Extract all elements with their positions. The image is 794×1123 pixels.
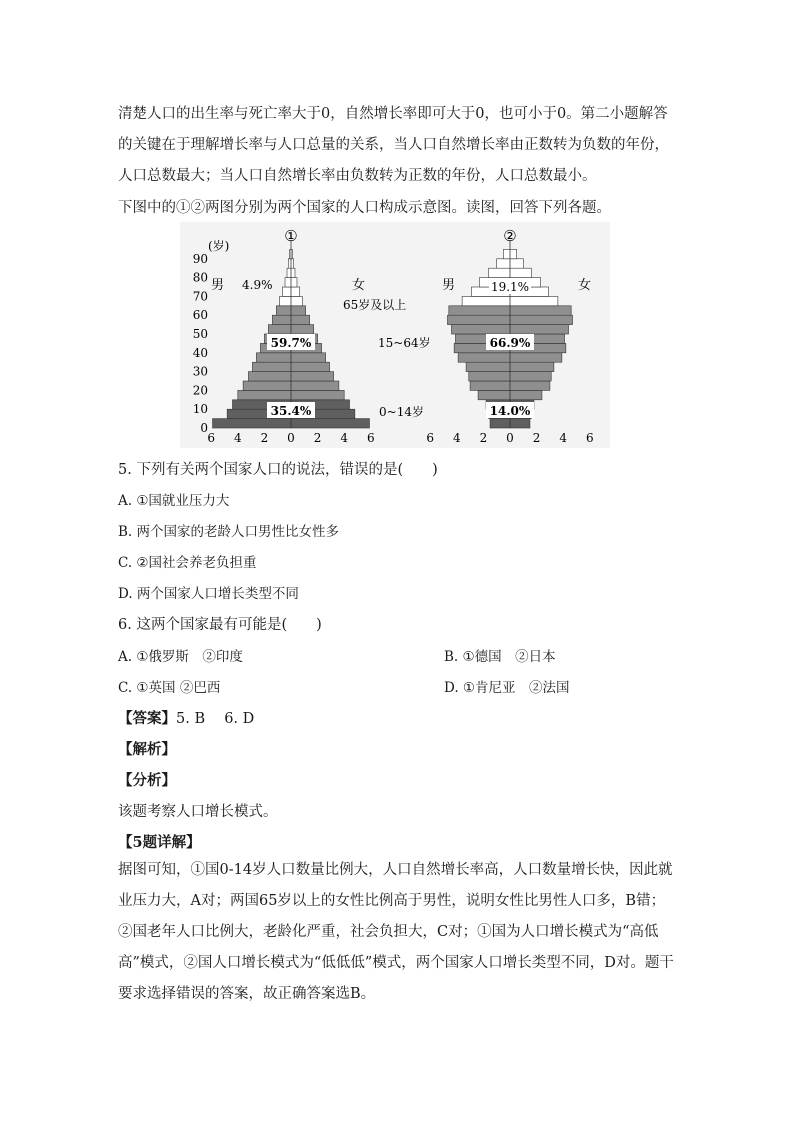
right-percent-tick-label: 6: [585, 431, 594, 445]
answer-text: 5. B 6. D: [176, 711, 255, 727]
detail-paragraph: 据图可知，①国0-14岁人口数量比例大，人口自然增长率高，人口数量增长快，因此就业压力大，A对；两国65岁以上的女性比例高于男性，说明女性比男性人口多，B错；②国老年人口比例大，老龄化严重，社会负担大，C对；①国为人口增长模式为“高低高”模式，②国人口增长模式为“低低低”模式，两个国家人口增长类型不同，D对。题干要求选择错误的答案，故正确答案选B。: [118, 862, 674, 1002]
population-pyramid-figure: [180, 222, 610, 448]
right-percent-tick-label: 4: [452, 431, 461, 445]
right-pyramid-title: ②: [503, 227, 517, 245]
age-tick-label: 10: [192, 402, 208, 417]
left-percent-tick-label: 6: [366, 431, 375, 445]
left-pct-old: 4.9%: [242, 278, 273, 292]
age-tick-label: 60: [192, 308, 208, 323]
right-percent-tick-label: 2: [532, 431, 541, 445]
q6-stem: 6. 这两个国家最有可能是( ): [118, 617, 322, 633]
q6-option-c: C. ①英国 ②巴西: [118, 680, 221, 696]
right-percent-tick-label: 4: [559, 431, 568, 445]
age-tick-label: 0: [200, 421, 208, 435]
age-tick-label: 40: [192, 345, 208, 360]
band-label-young: 0~14岁: [379, 405, 424, 419]
left-male-label: 男: [211, 278, 225, 293]
age-tick-label: 30: [192, 364, 208, 379]
q6-option-b: B. ①德国 ②日本: [444, 649, 556, 665]
q5-option-a: A. ①国就业压力大: [118, 493, 230, 509]
right-pct-mid: 66.9%: [489, 336, 531, 350]
right-percent-tick-label: 2: [479, 431, 488, 445]
answer-line: [118, 707, 254, 728]
left-pyramid-title: ①: [284, 227, 298, 245]
fenxi-label: 【分析】: [118, 772, 176, 789]
band-label-old: 65岁及以上: [343, 298, 407, 312]
right-pct-young: 14.0%: [489, 404, 531, 418]
right-male-label: 男: [442, 278, 456, 293]
q5-option-c: C. ②国社会养老负担重: [118, 555, 257, 571]
right-percent-tick-label: 0: [506, 431, 514, 445]
detail-label: 【5题详解】: [118, 834, 201, 851]
left-pct-young: 35.4%: [270, 404, 312, 418]
right-pct-old: 19.1%: [490, 280, 530, 294]
intro-paragraph: 清楚人口的出生率与死亡率大于0，自然增长率即可大于0，也可小于0。第二小题解答的关键在于理解增长率与人口总量的关系，当人口自然增长率由正数转为负数的年份，人口总数最大；当人口自然增长率由负数转为正数的年份，人口总数最小。: [118, 106, 669, 184]
left-female-label: 女: [352, 278, 366, 293]
left-percent-tick-label: 2: [260, 431, 269, 445]
analysis-label: 【解析】: [118, 741, 176, 758]
q5-stem: 5. 下列有关两个国家人口的说法，错误的是( ): [118, 462, 438, 478]
left-percent-tick-label: 6: [207, 431, 216, 445]
age-tick-label: 90: [192, 251, 208, 266]
age-unit-label: (岁): [208, 239, 230, 253]
q6-option-d: D. ①肯尼亚 ②法国: [444, 680, 570, 696]
age-tick-label: 70: [192, 289, 208, 304]
age-tick-label: 20: [192, 383, 208, 398]
age-tick-label: 80: [192, 270, 208, 285]
q5-option-b: B. 两个国家的老龄人口男性比女性多: [118, 524, 340, 540]
band-label-mid: 15~64岁: [378, 336, 431, 350]
age-tick-label: 50: [192, 327, 208, 341]
fenxi-text: 该题考察人口增长模式。: [118, 804, 278, 820]
q6-option-a: A. ①俄罗斯 ②印度: [118, 649, 243, 665]
right-percent-tick-label: 6: [426, 431, 435, 445]
answer-label: 【答案】: [118, 710, 176, 727]
figure-intro-text: 下图中的①②两图分别为两个国家的人口构成示意图。读图，回答下列各题。: [118, 200, 611, 216]
left-percent-tick-label: 2: [313, 431, 322, 445]
left-percent-tick-label: 4: [340, 431, 349, 445]
q5-option-d: D. 两个国家人口增长类型不同: [118, 586, 299, 602]
left-percent-tick-label: 0: [287, 431, 295, 445]
left-percent-tick-label: 4: [233, 431, 242, 445]
left-pct-mid: 59.7%: [270, 336, 312, 350]
right-female-label: 女: [578, 278, 592, 293]
